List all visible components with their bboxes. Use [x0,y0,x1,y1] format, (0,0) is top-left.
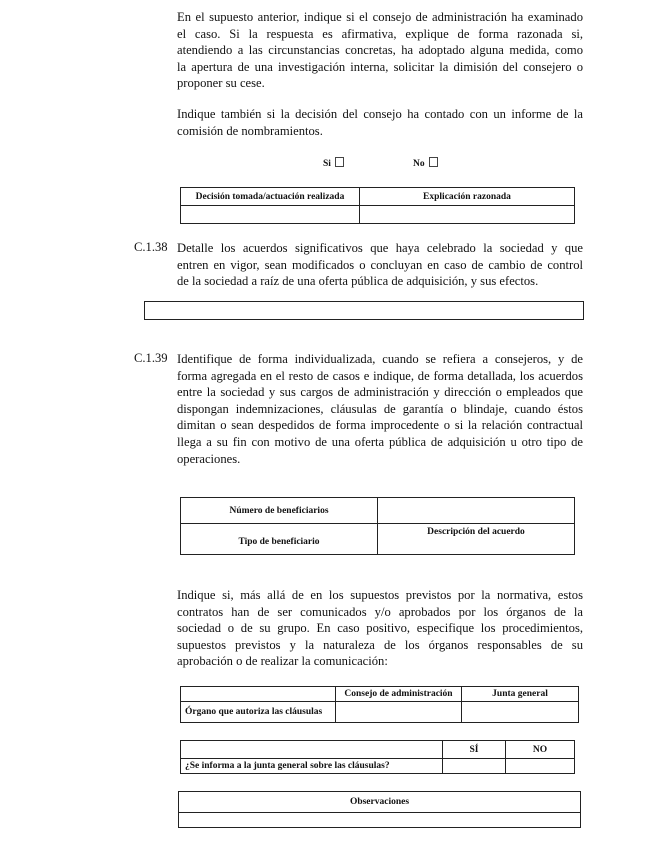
section-number-c139: C.1.39 [134,351,168,365]
paragraph-comunicacion-contratos [177,587,583,670]
text-line: contratos han de ser comunicados y/o aprobados por los órganos de la [177,604,583,619]
cell-empty-corner [181,687,336,702]
table-beneficiarios [180,497,575,555]
text-line: Identifique de forma individualizada, cuando se refiera a consejeros, y de [177,352,583,366]
cell-numero-beneficiarios[interactable] [378,498,575,524]
text-line: sociedad o de su grupo. En caso positivo, especifique los procedimientos, [177,621,583,636]
cell-explicacion[interactable] [360,206,575,224]
text-line: Indique también si la decisión del consejo ha contado con un informe de la [177,107,583,121]
label-numero-beneficiarios: Número de beneficiarios [181,498,378,524]
text-line: supuestos previstos y la naturaleza de los órganos responsables de su [177,637,583,652]
option-no-label: No [413,159,425,169]
table-informa-junta [180,740,575,774]
table-observaciones [178,791,581,828]
cell-empty-header [181,741,443,759]
header-no: NO [506,741,575,759]
label-descripcion-acuerdo: Descripción del acuerdo [378,524,575,555]
header-junta-general: Junta general [462,687,579,702]
table-organo-autoriza [180,686,579,723]
text-line: la apertura de una investigación interna, solicitar la dimisión del consejero o [177,59,583,74]
option-no[interactable] [413,157,438,169]
paragraph-c139 [177,351,583,467]
text-line: el caso. Si la respuesta es afirmativa, explique de forma razonada si, [177,26,583,41]
cell-no-value[interactable] [506,759,575,774]
cell-decision[interactable] [181,206,360,224]
text-line: comisión de nombramientos. [177,123,323,138]
label-organo-autoriza: Órgano que autoriza las cláusulas [181,702,336,723]
text-line: proponer su cese. [177,76,265,91]
text-line: entre la sociedad y sus cargos de administración y dirección o empleados que [177,385,583,400]
option-si-label: Si [323,159,331,169]
header-consejo-administracion: Consejo de administración [336,687,462,702]
option-si[interactable] [323,157,344,169]
cell-consejo-value[interactable] [336,702,462,723]
text-line: aprobación o de realizar la comunicación: [177,654,388,669]
header-explicacion: Explicación razonada [360,188,575,206]
paragraph-informe-comision [177,106,583,139]
text-line: En el supuesto anterior, indique si el consejo de administración ha examinado [177,10,583,24]
text-line: Detalle los acuerdos significativos que haya celebrado la sociedad y que [177,241,583,255]
text-line: dispongan indemnizaciones, cláusulas de garantía o blindaje, cuando éstos [177,401,583,416]
label-tipo-beneficiario: Tipo de beneficiario [181,524,378,555]
checkbox-si[interactable] [335,157,344,167]
header-si: SÍ [443,741,506,759]
cell-observaciones-value[interactable] [179,813,581,828]
cell-junta-value[interactable] [462,702,579,723]
label-informa-junta: ¿Se informa a la junta general sobre las cláusulas? [181,759,443,774]
text-line: operaciones. [177,451,241,466]
text-line: atendiendo a las circunstancias concretas, ha adoptado alguna medida, como [177,43,583,58]
text-line: Indique si, más allá de en los supuestos previstos por la normativa, estos [177,588,583,602]
header-observaciones: Observaciones [179,792,581,813]
text-line: dimitan o sean despedidos de forma improcedente o si la relación contractual [177,418,583,433]
text-line: de la sociedad a raíz de una oferta pública de adquisición, y sus efectos. [177,274,539,289]
table-decision [180,187,575,224]
header-decision: Decisión tomada/actuación realizada [181,188,360,206]
checkbox-no[interactable] [429,157,438,167]
section-number-c138: C.1.38 [134,240,168,254]
paragraph-consejo-examen [177,9,583,92]
cell-si-value[interactable] [443,759,506,774]
c138-answer-box[interactable] [144,301,584,320]
text-line: llega a su fin con motivo de una oferta pública de adquisición u otro tipo de [177,434,583,449]
text-line: forma agregada en el resto de casos e indique, de forma detallada, los acuerdos [177,368,583,383]
paragraph-c138 [177,240,583,290]
text-line: entren en vigor, sean modificados o concluyan en caso de cambio de control [177,257,583,272]
